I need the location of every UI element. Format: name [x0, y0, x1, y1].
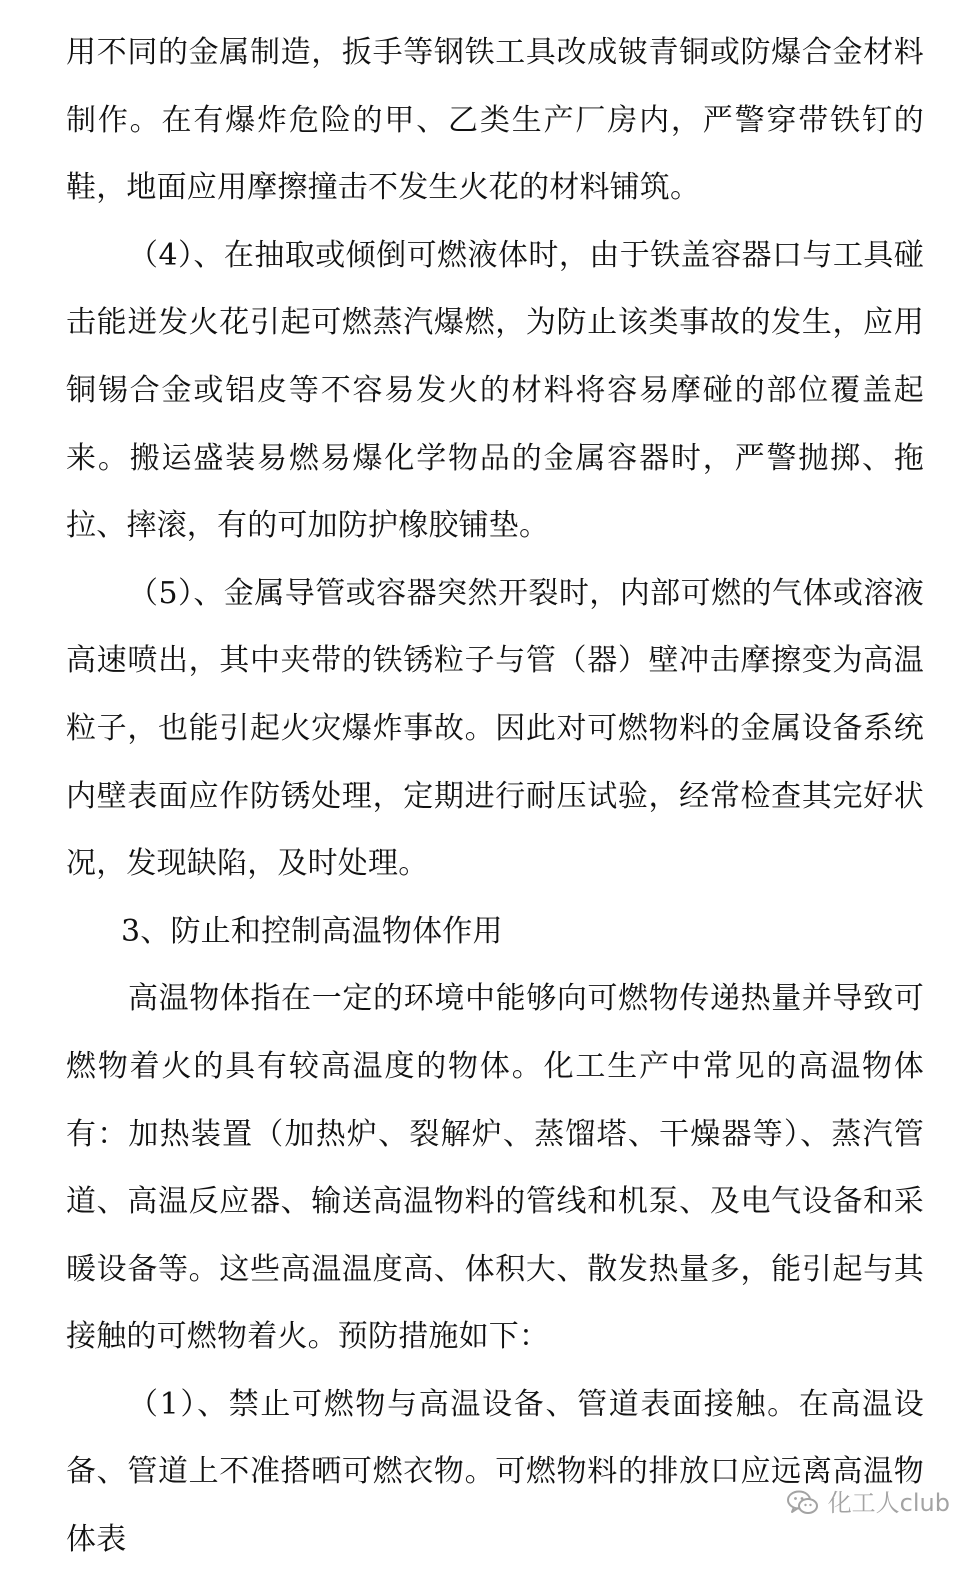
paragraph-item-1: （1）、禁止可燃物与高温设备、管道表面接触。在高温设备、管道上不准搭晒可燃衣物。可燃物料的排放口应远离高温物体表: [66, 1386, 924, 1558]
document-page: [66, 0, 924, 1574]
paragraph-item-4: （4）、在抽取或倾倒可燃液体时，由于铁盖容器口与工具碰击能迸发火花引起可燃蒸汽爆燃，为防止该类事故的发生，应用铜锡合金或铝皮等不容易发火的材料将容易摩碰的部位覆盖起来。搬运盛装易燃易爆化学物品的金属容器时，严警抛掷、拖拉、摔滚，有的可加防护橡胶铺垫。: [66, 237, 924, 544]
paragraph-continuation: 用不同的金属制造，扳手等钢铁工具改成铍青铜或防爆合金材料制作。在有爆炸危险的甲、乙类生产厂房内，严警穿带铁钉的鞋，地面应用摩擦撞击不发生火花的材料铺筑。: [66, 35, 924, 206]
paragraph-item-5: （5）、金属导管或容器突然开裂时，内部可燃的气体或溶液高速喷出，其中夹带的铁锈粒子与管（器）壁冲击摩擦变为高温粒子，也能引起火灾爆炸事故。因此对可燃物料的金属设备系统内壁表面应作防锈处理，定期进行耐压试验，经常检查其完好状况，发现缺陷，及时处理。: [66, 575, 924, 882]
watermark: [786, 1488, 950, 1518]
wechat-icon: [786, 1488, 820, 1518]
paragraph-high-temperature-objects: 高温物体指在一定的环境中能够向可燃物传递热量并导致可燃物着火的具有较高温度的物体。化工生产中常见的高温物体有：加热装置（加热炉、裂解炉、蒸馏塔、干燥器等）、蒸汽管道、高温反应器、输送高温物料的管线和机泵、及电气设备和采暖设备等。这些高温温度高、体积大、散发热量多，能引起与其接触的可燃物着火。预防措施如下：: [66, 981, 924, 1355]
watermark-text: 化工人club: [827, 1489, 950, 1517]
section-heading: 3、防止和控制高温物体作用: [121, 913, 503, 949]
